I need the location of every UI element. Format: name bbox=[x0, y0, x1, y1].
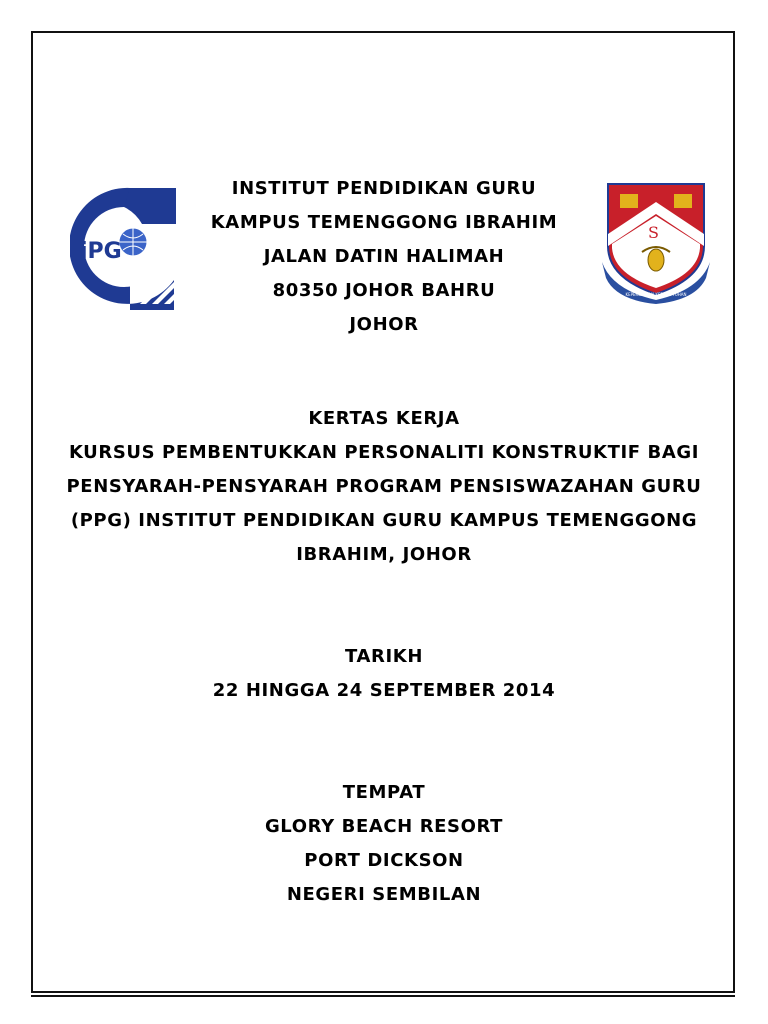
postcode-city: 80350 JOHOR BAHRU bbox=[272, 280, 496, 301]
venue-label: TEMPAT bbox=[342, 782, 426, 803]
title-line-3: (PPG) INSTITUT PENDIDIKAN GURU KAMPUS TEMENGGONG bbox=[70, 510, 698, 531]
title-line-2: PENSYARAH-PENSYARAH PROGRAM PENSISWAZAHAN GURU bbox=[66, 476, 702, 497]
date-value: 22 HINGGA 24 SEPTEMBER 2014 bbox=[212, 680, 556, 701]
ipg-logo-text: iPG bbox=[80, 239, 122, 264]
crest-motto: KEPERCAYAAN KEPADA TUHAN bbox=[625, 292, 687, 297]
institute-name: INSTITUT PENDIDIKAN GURU bbox=[231, 178, 537, 199]
venue-line-2: PORT DICKSON bbox=[304, 850, 464, 871]
venue-line-3: NEGERI SEMBILAN bbox=[286, 884, 482, 905]
document-type: KERTAS KERJA bbox=[308, 408, 460, 429]
campus-name: KAMPUS TEMENGGONG IBRAHIM bbox=[210, 212, 558, 233]
date-label: TARIKH bbox=[345, 646, 423, 667]
state-name: JOHOR bbox=[349, 314, 419, 335]
svg-text:S: S bbox=[648, 223, 659, 242]
street-address: JALAN DATIN HALIMAH bbox=[263, 246, 505, 267]
venue-line-1: GLORY BEACH RESORT bbox=[264, 816, 504, 837]
title-line-1: KURSUS PEMBENTUKKAN PERSONALITI KONSTRUKTIF BAGI bbox=[68, 442, 700, 463]
title-line-4: IBRAHIM, JOHOR bbox=[296, 544, 472, 565]
